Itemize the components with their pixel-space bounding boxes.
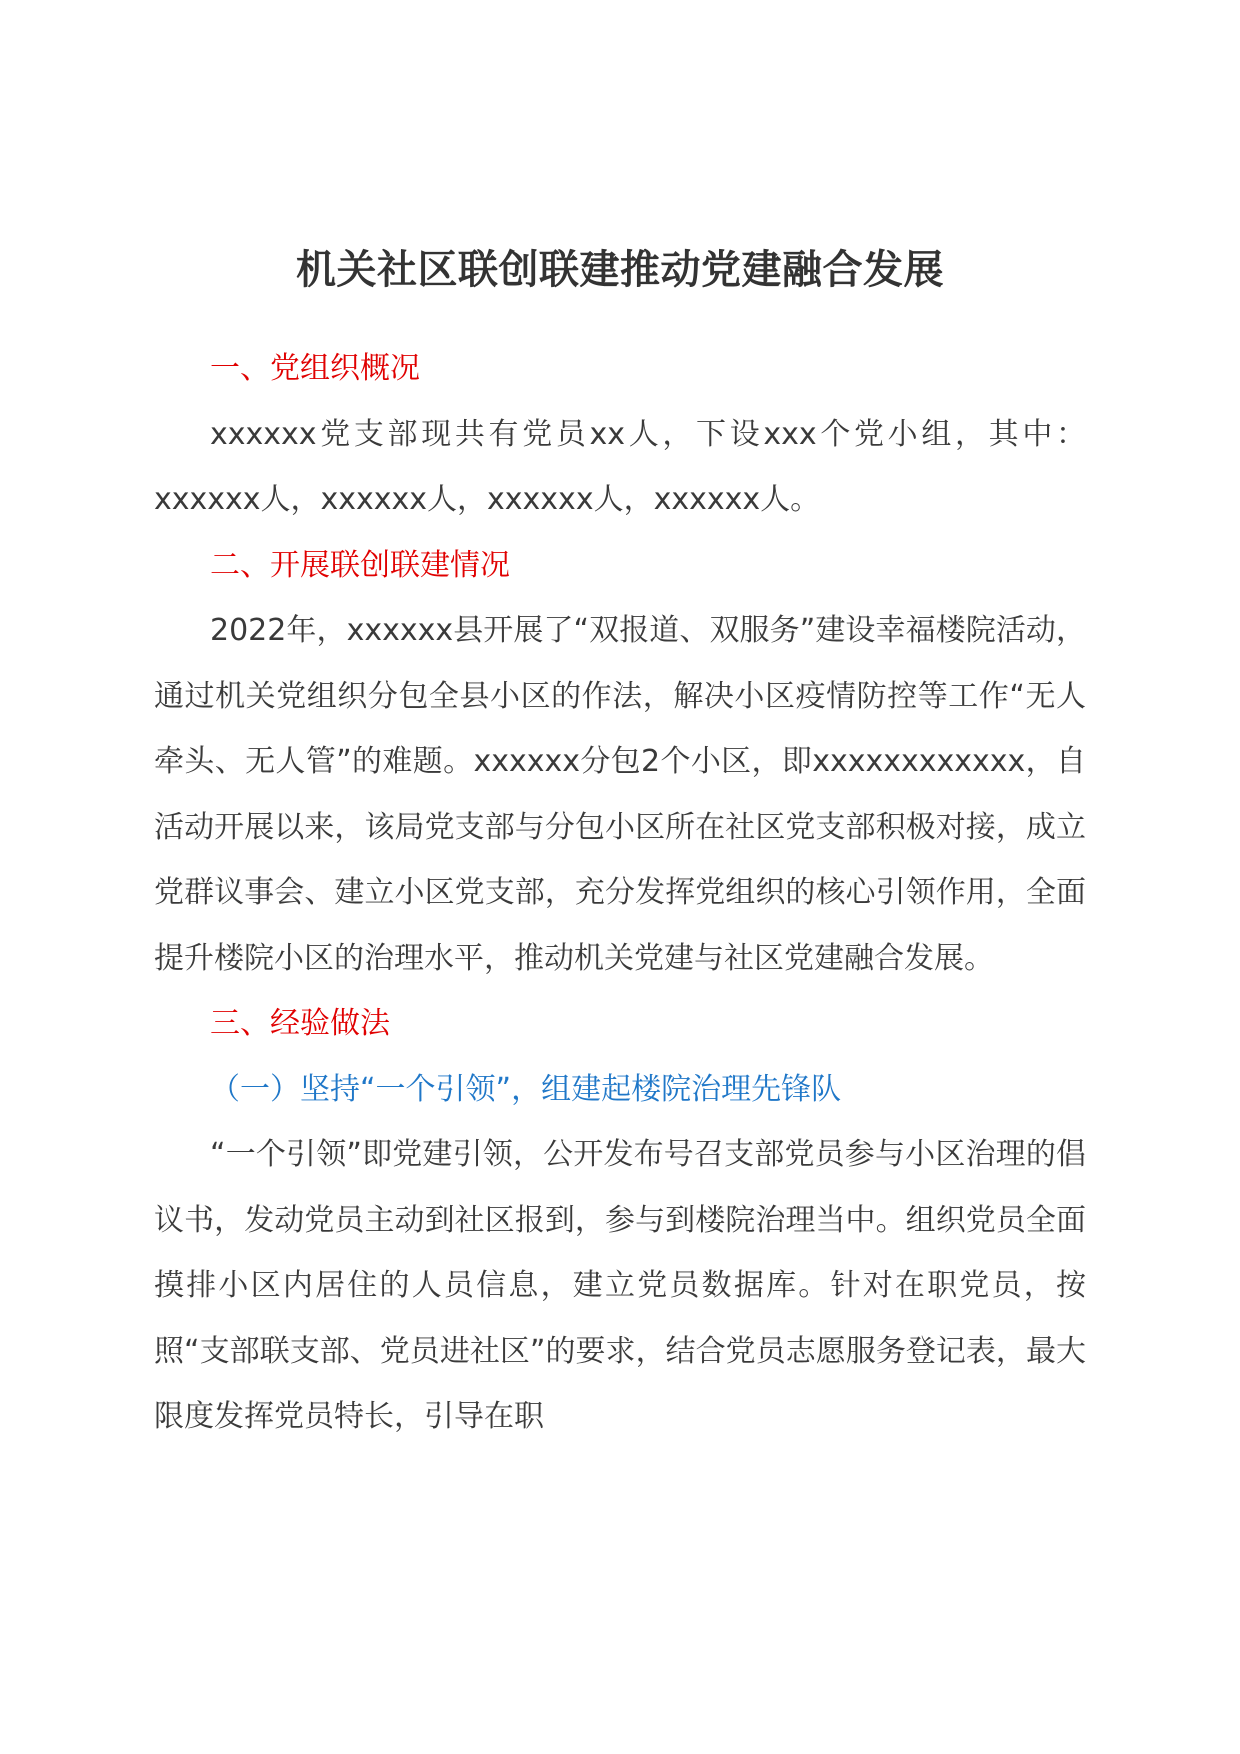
document-title: 机关社区联创联建推动党建融合发展: [296, 247, 944, 293]
paragraph-one-leadership: “一个引领”即党建引领，公开发布号召支部党员参与小区治理的倡议书，发动党员主动到社区报到，参与到楼院治理当中。组织党员全面摸排小区内居住的人员信息，建立党员数据库。针对在职党员，按照“支部联支部、党员进社区”的要求，结合党员志愿服务登记表，最大限度发挥党员特长，引导在职: [154, 1137, 1086, 1434]
subsection-heading-1: （一）坚持“一个引领”，组建起楼院治理先锋队: [210, 1071, 842, 1107]
document-body: [154, 336, 1086, 1450]
section-heading-3: 三、经验做法: [210, 1006, 390, 1041]
paragraph-joint-building: 2022年，xxxxxx县开展了“双报道、双服务”建设幸福楼院活动，通过机关党组织分包全县小区的作法，解决小区疫情防控等工作“无人牵头、无人管”的难题。xxxxxx分包2个小区，即xxxxxxxxxxxx，自活动开展以来，该局党支部与分包小区所在社区党支部积极对接，成立党群议事会、建立小区党支部，充分发挥党组织的核心引领作用，全面提升楼院小区的治理水平，推动机关党建与社区党建融合发展。: [154, 613, 1086, 976]
section-heading-2: 二、开展联创联建情况: [210, 547, 510, 583]
paragraph-party-overview: xxxxxx党支部现共有党员xx人，下设xxx个党小组，其中：xxxxxx人，xxxxxx人，xxxxxx人，xxxxxx人。: [154, 416, 1086, 517]
section-heading-1: 一、党组织概况: [210, 351, 420, 386]
